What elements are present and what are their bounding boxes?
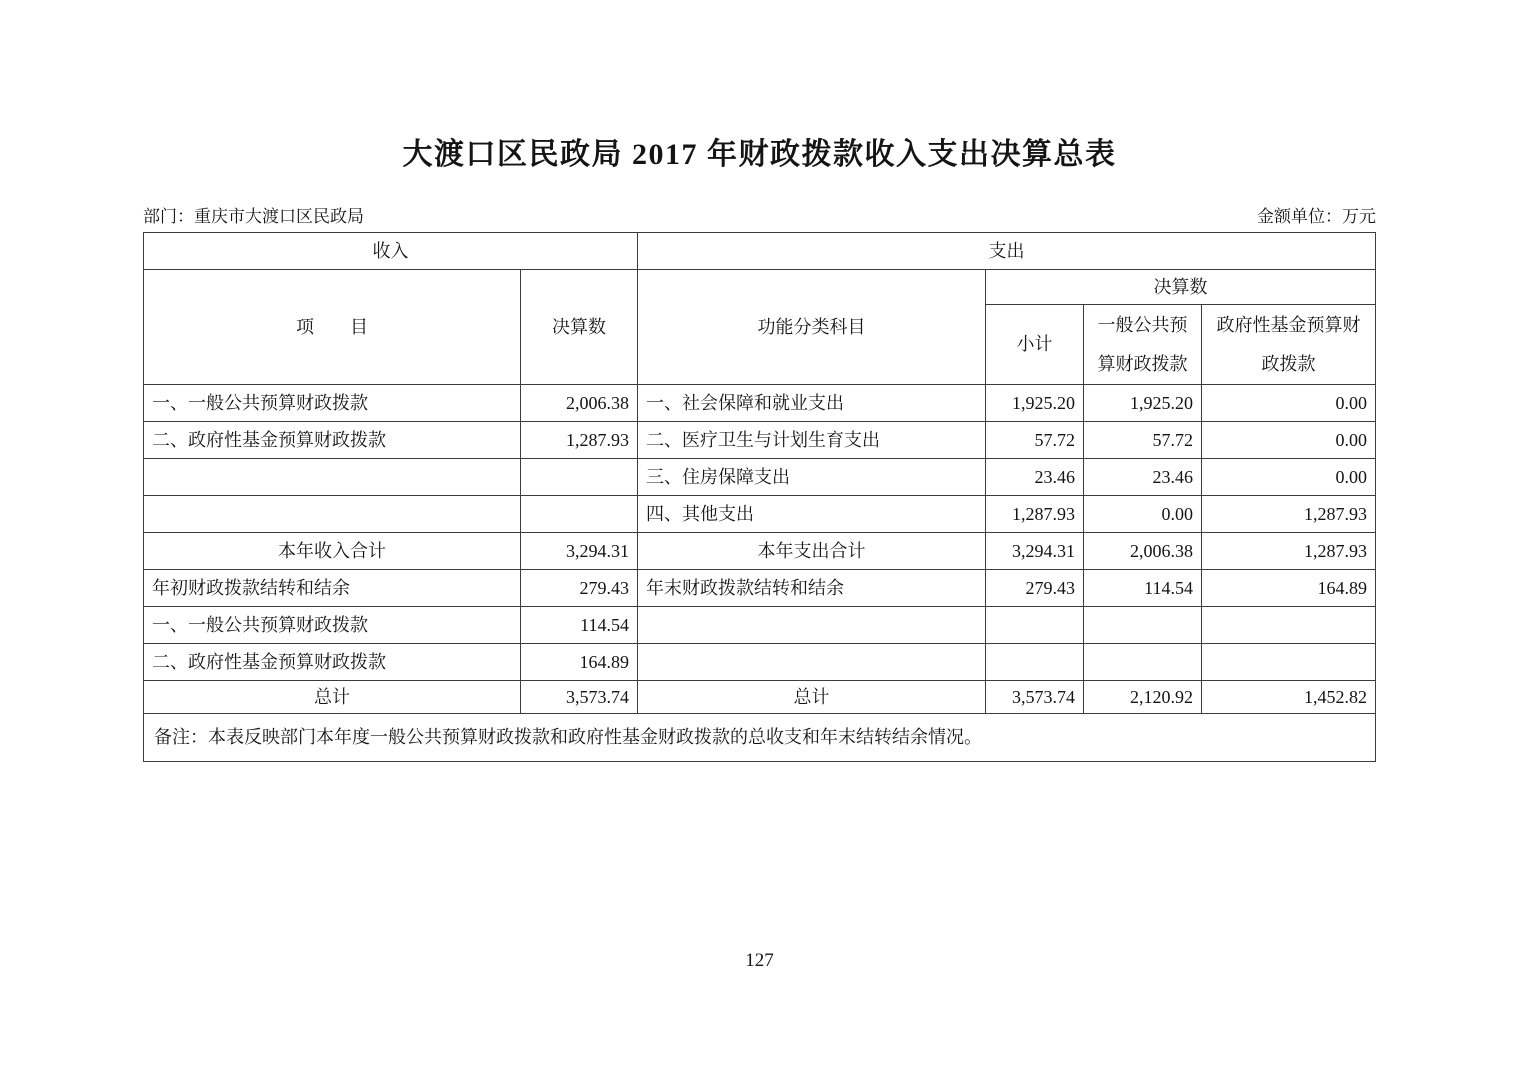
table-row bbox=[144, 459, 1376, 496]
income-value-cell: 279.43 bbox=[521, 570, 638, 607]
general-value-cell bbox=[1084, 644, 1202, 681]
income-value-cell: 114.54 bbox=[521, 607, 638, 644]
expense-section-header: 支出 bbox=[638, 233, 1376, 270]
subtotal-value-cell: 3,294.31 bbox=[986, 533, 1084, 570]
fund-value-cell: 0.00 bbox=[1202, 385, 1376, 422]
table-row bbox=[144, 533, 1376, 570]
table-row bbox=[144, 496, 1376, 533]
income-item-cell: 总计 bbox=[144, 681, 521, 714]
income-value-cell: 3,294.31 bbox=[521, 533, 638, 570]
fund-value-cell: 0.00 bbox=[1202, 422, 1376, 459]
income-item-cell bbox=[144, 459, 521, 496]
table-row bbox=[144, 644, 1376, 681]
table-row bbox=[144, 422, 1376, 459]
meta-row bbox=[143, 206, 1376, 228]
expense-item-cell bbox=[638, 644, 986, 681]
document-page bbox=[143, 0, 1376, 1074]
column-header-row bbox=[144, 270, 1376, 305]
page-number: 127 bbox=[745, 950, 774, 971]
income-item-cell: 年初财政拨款结转和结余 bbox=[144, 570, 521, 607]
general-value-cell: 114.54 bbox=[1084, 570, 1202, 607]
fund-value-cell bbox=[1202, 644, 1376, 681]
subtotal-value-cell: 57.72 bbox=[986, 422, 1084, 459]
fund-value-cell: 1,287.93 bbox=[1202, 533, 1376, 570]
table-row bbox=[144, 570, 1376, 607]
expense-item-cell: 本年支出合计 bbox=[638, 533, 986, 570]
fund-value-cell: 1,287.93 bbox=[1202, 496, 1376, 533]
expense-item-cell: 三、住房保障支出 bbox=[638, 459, 986, 496]
unit-label: 金额单位：万元 bbox=[1257, 207, 1376, 226]
general-value-cell: 57.72 bbox=[1084, 422, 1202, 459]
subtotal-value-cell: 279.43 bbox=[986, 570, 1084, 607]
subtotal-value-cell bbox=[986, 607, 1084, 644]
income-value-cell: 2,006.38 bbox=[521, 385, 638, 422]
expense-item-cell: 年末财政拨款结转和结余 bbox=[638, 570, 986, 607]
expense-item-cell: 一、社会保障和就业支出 bbox=[638, 385, 986, 422]
fund-value-cell: 0.00 bbox=[1202, 459, 1376, 496]
general-budget-column-header: 一般公共预算财政拨款 bbox=[1084, 305, 1202, 385]
gov-fund-column-header: 政府性基金预算财政拨款 bbox=[1202, 305, 1376, 385]
fund-value-cell: 164.89 bbox=[1202, 570, 1376, 607]
final-figure-column-header: 决算数 bbox=[521, 270, 638, 385]
expense-item-cell: 四、其他支出 bbox=[638, 496, 986, 533]
general-value-cell: 2,120.92 bbox=[1084, 681, 1202, 714]
subtotal-value-cell: 3,573.74 bbox=[986, 681, 1084, 714]
income-value-cell: 1,287.93 bbox=[521, 422, 638, 459]
expense-item-cell: 二、医疗卫生与计划生育支出 bbox=[638, 422, 986, 459]
function-category-column-header: 功能分类科目 bbox=[638, 270, 986, 385]
final-figure-group-header: 决算数 bbox=[986, 270, 1376, 305]
subtotal-value-cell: 23.46 bbox=[986, 459, 1084, 496]
item-column-header: 项 目 bbox=[144, 270, 521, 385]
income-value-cell bbox=[521, 459, 638, 496]
table-row bbox=[144, 607, 1376, 644]
note-cell: 备注：本表反映部门本年度一般公共预算财政拨款和政府性基金财政拨款的总收支和年末结转结余情况。 bbox=[144, 714, 1376, 762]
general-value-cell: 1,925.20 bbox=[1084, 385, 1202, 422]
subtotal-value-cell bbox=[986, 644, 1084, 681]
expense-item-cell: 总计 bbox=[638, 681, 986, 714]
income-item-cell bbox=[144, 496, 521, 533]
income-section-header: 收入 bbox=[144, 233, 638, 270]
department-label: 部门：重庆市大渡口区民政局 bbox=[143, 207, 364, 226]
section-header-row bbox=[144, 233, 1376, 270]
subtotal-column-header: 小计 bbox=[986, 305, 1084, 385]
expense-item-cell bbox=[638, 607, 986, 644]
income-value-cell: 164.89 bbox=[521, 644, 638, 681]
general-value-cell: 0.00 bbox=[1084, 496, 1202, 533]
income-item-cell: 本年收入合计 bbox=[144, 533, 521, 570]
table-row bbox=[144, 385, 1376, 422]
general-value-cell bbox=[1084, 607, 1202, 644]
fund-value-cell: 1,452.82 bbox=[1202, 681, 1376, 714]
subtotal-value-cell: 1,287.93 bbox=[986, 496, 1084, 533]
income-value-cell bbox=[521, 496, 638, 533]
income-item-cell: 二、政府性基金预算财政拨款 bbox=[144, 422, 521, 459]
income-item-cell: 二、政府性基金预算财政拨款 bbox=[144, 644, 521, 681]
income-item-cell: 一、一般公共预算财政拨款 bbox=[144, 607, 521, 644]
general-value-cell: 2,006.38 bbox=[1084, 533, 1202, 570]
subtotal-value-cell: 1,925.20 bbox=[986, 385, 1084, 422]
table-row-total bbox=[144, 681, 1376, 714]
general-value-cell: 23.46 bbox=[1084, 459, 1202, 496]
income-item-cell: 一、一般公共预算财政拨款 bbox=[144, 385, 521, 422]
page-title: 大渡口区民政局 2017 年财政拨款收入支出决算总表 bbox=[402, 138, 1117, 171]
budget-table bbox=[143, 232, 1376, 762]
income-value-cell: 3,573.74 bbox=[521, 681, 638, 714]
note-row bbox=[144, 714, 1376, 762]
fund-value-cell bbox=[1202, 607, 1376, 644]
